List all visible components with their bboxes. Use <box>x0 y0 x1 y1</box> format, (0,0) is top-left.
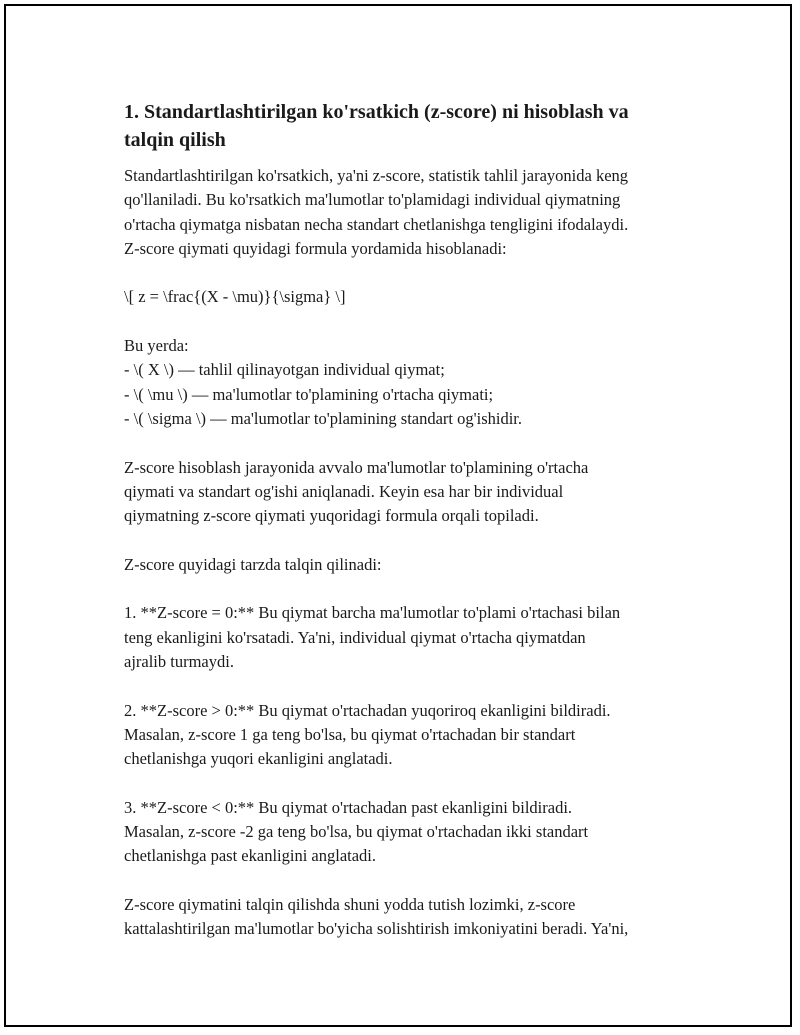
item3-line: 3. **Z-score < 0:** Bu qiymat o'rtachadan past ekanligini bildiradi. <box>124 797 573 817</box>
intro-line: o'rtacha qiymatga nisbatan necha standart chetlanishga tengligini ifodalaydi. <box>124 214 629 234</box>
blank-line <box>124 869 704 893</box>
intro-line: Z-score qiymati quyidagi formula yordamida hisoblanadi: <box>124 238 507 258</box>
where-line: - \( \mu \) — ma'lumotlar to'plamining o'rtacha qiymati; <box>124 384 494 404</box>
item3-line: chetlanishga past ekanligini anglatadi. <box>124 846 377 866</box>
closing-line: Z-score qiymatini talqin qilishda shuni yodda tutish lozimki, z-score <box>124 894 576 914</box>
where-line: Bu yerda: <box>124 336 189 356</box>
title-line: 1. Standartlashtirilgan ko'rsatkich (z-score) ni hisoblash va <box>124 101 629 123</box>
intro-line: Standartlashtirilgan ko'rsatkich, ya'ni z-score, statistik tahlil jarayonida keng <box>124 166 629 185</box>
blank-line <box>124 528 704 552</box>
page-frame <box>4 4 792 1027</box>
section-title <box>124 98 704 154</box>
item1-line: ajralib turmaydi. <box>124 651 234 671</box>
blank-line <box>124 674 704 698</box>
item1-line: teng ekanligini ko'rsatadi. Ya'ni, individual qiymat o'rtacha qiymatdan <box>124 627 586 647</box>
text-block <box>124 164 704 942</box>
process-line: Z-score hisoblash jarayonida avvalo ma'lumotlar to'plamining o'rtacha <box>124 457 589 477</box>
where-line: - \( X \) — tahlil qilinayotgan individual qiymat; <box>124 360 445 380</box>
document-body <box>124 98 704 942</box>
blank-line <box>124 261 704 285</box>
title-line: talqin qilish <box>124 129 226 151</box>
item2-line: 2. **Z-score > 0:** Bu qiymat o'rtachadan yuqoriroq ekanligini bildiradi. <box>124 700 611 720</box>
item1-line: 1. **Z-score = 0:** Bu qiymat barcha ma'lumotlar to'plami o'rtachasi bilan <box>124 603 621 623</box>
blank-line <box>124 771 704 795</box>
formula-line: \[ z = \frac{(X - \mu)}{\sigma} \] <box>124 287 346 307</box>
item2-line: chetlanishga yuqori ekanligini anglatadi. <box>124 749 393 769</box>
intro-line: qo'llaniladi. Bu ko'rsatkich ma'lumotlar to'plamidagi individual qiymatning <box>124 190 621 210</box>
blank-line <box>124 431 704 455</box>
process-line: qiymatning z-score qiymati yuqoridagi formula orqali topiladi. <box>124 506 539 526</box>
item3-line: Masalan, z-score -2 ga teng bo'lsa, bu qiymat o'rtachadan ikki standart <box>124 822 589 842</box>
process-line: qiymati va standart og'ishi aniqlanadi. Keyin esa har bir individual <box>124 481 564 501</box>
blank-line <box>124 310 704 334</box>
interpret-intro-line: Z-score quyidagi tarzda talqin qilinadi: <box>124 554 382 574</box>
blank-line <box>124 577 704 601</box>
closing-line: kattalashtirilgan ma'lumotlar bo'yicha solishtirish imkoniyatini beradi. Ya'ni, <box>124 919 629 939</box>
where-line: - \( \sigma \) — ma'lumotlar to'plamining standart og'ishidir. <box>124 408 522 428</box>
item2-line: Masalan, z-score 1 ga teng bo'lsa, bu qiymat o'rtachadan bir standart <box>124 724 576 744</box>
